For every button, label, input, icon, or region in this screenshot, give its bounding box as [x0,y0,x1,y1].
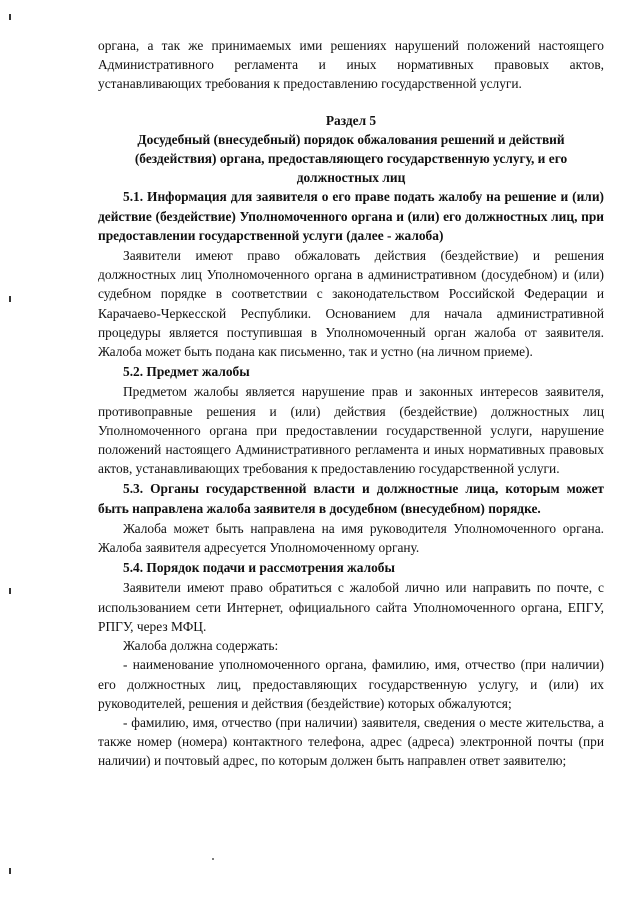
heading-5-4: 5.4. Порядок подачи и рассмотрения жалобы [123,560,395,576]
section-title: Досудебный (внесудебный) порядок обжалования решений и действий (бездействия) органа, предоставляющего государственную услугу, и его должностных лиц [134,131,568,186]
section-label: Раздел 5 [325,112,377,128]
paragraph-5-4: Заявители имеют право обратиться с жалобой лично или направить по почте, с использованием сети Интернет, официального сайта Уполномоченного органа, ЕПГУ, РПГУ, через МФЦ. [98,580,604,634]
must-contain-label: Жалоба должна содержать: [123,638,279,654]
heading-5-1: 5.1. Информация для заявителя о его праве подать жалобу на решение и (или) действие (бездействие) Уполномоченного органа и (или) его должностных лиц, при предоставлении государственной услуги (далее - жалоба) [98,189,604,243]
intro-paragraph: органа, а так же принимаемых ими решениях нарушений положений настоящего Административного регламента и иных нормативных правовых актов, устанавливающих требования к предоставлению государственной услуги. [98,38,604,92]
document-body [98,36,604,771]
scan-mark [9,296,11,302]
heading-5-3: 5.3. Органы государственной власти и должностные лица, которым может быть направлена жалоба заявителя в досудебном (внесудебном) порядке. [98,481,604,516]
scan-speck [212,858,214,860]
paragraph-5-3: Жалоба может быть направлена на имя руководителя Уполномоченного органа. Жалоба заявителя адресуется Уполномоченному органу. [98,520,604,556]
scan-mark [9,868,11,874]
scan-mark [9,14,11,20]
scan-mark [9,588,11,594]
paragraph-5-2: Предметом жалобы является нарушение прав и законных интересов заявителя, противоправные решения и (или) действия (бездействие) должностных лиц Уполномоченного органа при предоставлении государственной услуги, нарушение положений настоящего Административного регламента и иных нормативных правовых актов, устанавливающих требования к предоставлению государственной услуги. [98,384,604,477]
list-item: - фамилию, имя, отчество (при наличии) заявителя, сведения о месте жительства, а также номер (номера) контактного телефона, адрес (адреса) электронной почты (при наличии) и почтовый адрес, по которым должен быть направлен ответ заявителю; [98,714,604,769]
paragraph-5-1: Заявители имеют право обжаловать действия (бездействие) и решения должностных лиц Уполномоченного органа в административном (досудебном) и (или) судебном порядке в соответствии с законодательством Российской Федерации и Карачаево-Черкесской Республики. Основанием для начала административной процедуры является поступившая в Уполномоченный орган жалоба от заявителя. Жалоба может быть подана как письменно, так и устно (на личном приеме). [98,248,604,360]
list-item: - наименование уполномоченного органа, фамилию, имя, отчество (при наличии) его должностных лиц, предоставляющих государственную услугу, и (или) их руководителей, решения и действия (бездействие) которых обжалуются; [98,657,604,711]
heading-5-2: 5.2. Предмет жалобы [123,364,250,380]
